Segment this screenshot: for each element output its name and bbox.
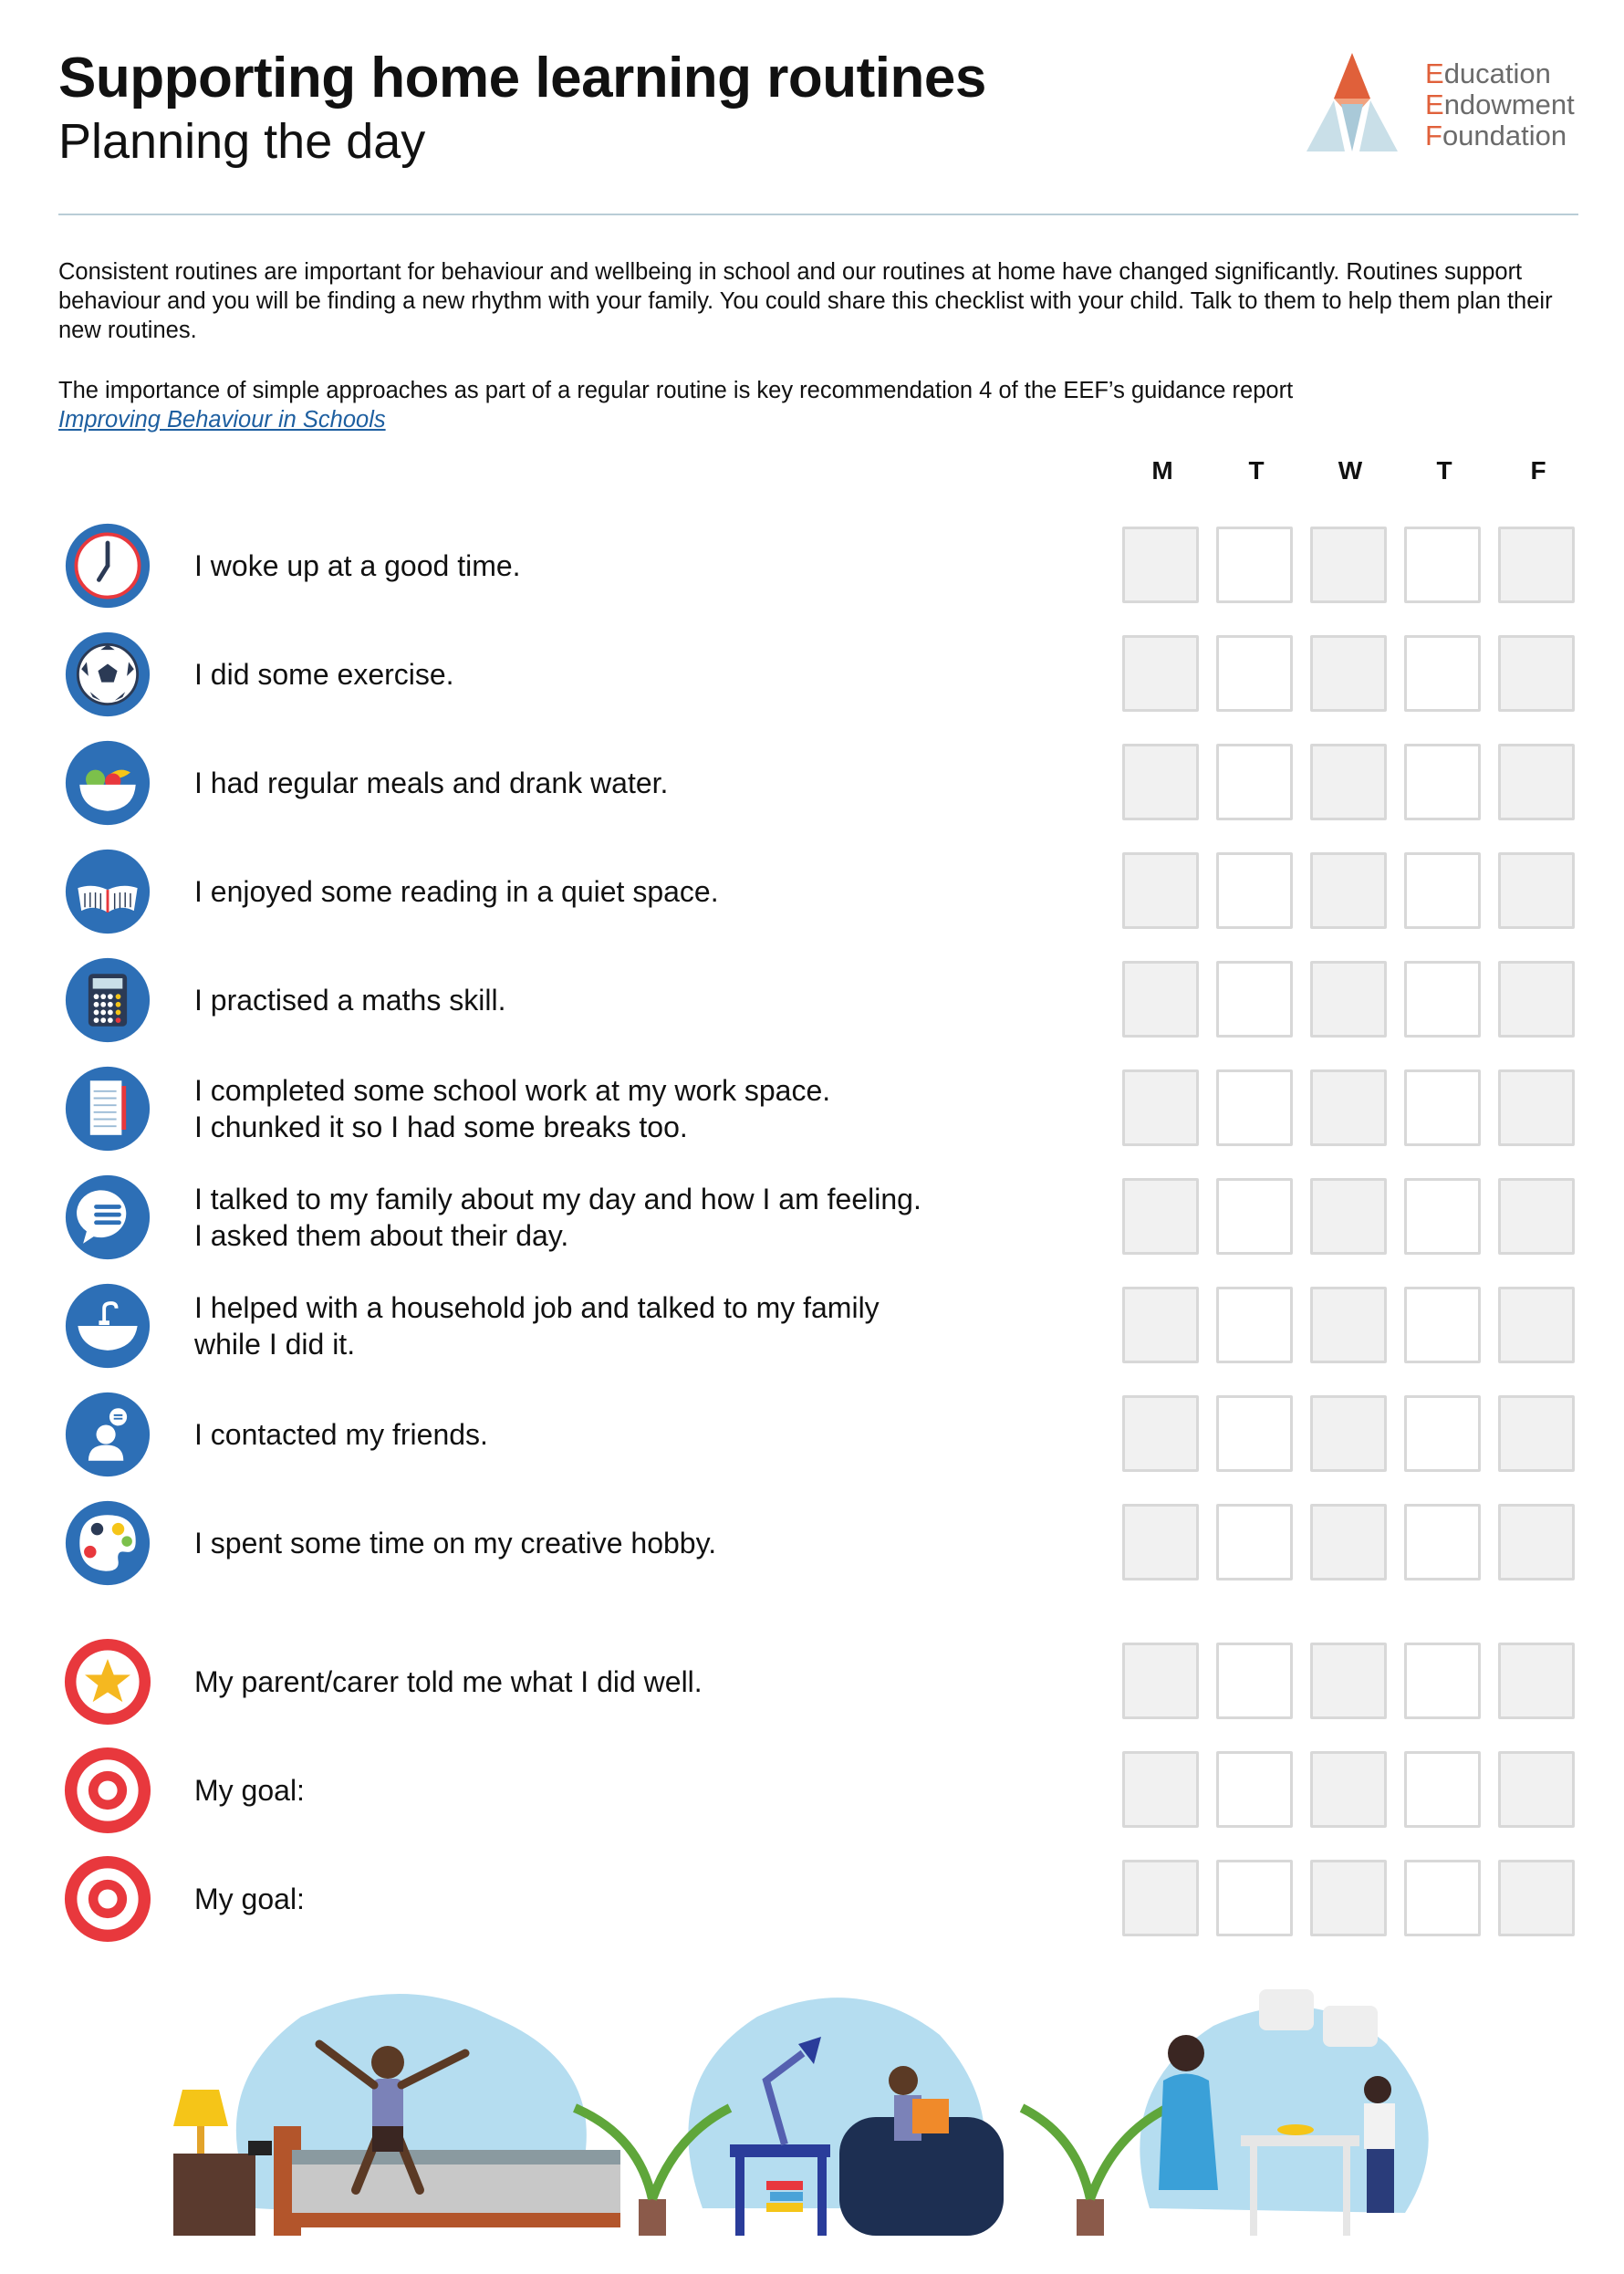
routine-row-maths <box>0 959 1624 1041</box>
routine-row-school-work <box>0 1068 1624 1150</box>
checkbox-tuesday[interactable] <box>1216 961 1293 1038</box>
checkbox-tuesday[interactable] <box>1216 635 1293 712</box>
checkbox-friday[interactable] <box>1498 852 1575 929</box>
day-header-wednesday: W <box>1338 456 1363 485</box>
day-header-tuesday: T <box>1248 456 1265 485</box>
checkbox-tuesday[interactable] <box>1216 1395 1293 1472</box>
checkbox-tuesday[interactable] <box>1216 852 1293 929</box>
checkbox-monday[interactable] <box>1122 961 1199 1038</box>
speech-bubble-icon <box>64 1174 151 1261</box>
page-title: Supporting home learning routines <box>58 47 986 110</box>
checkbox-thursday[interactable] <box>1404 1395 1481 1472</box>
checkbox-friday[interactable] <box>1498 744 1575 820</box>
target-icon <box>64 1855 151 1943</box>
eef-logo-text: Education Endowment Foundation <box>1425 57 1575 151</box>
goal-row-1 <box>0 1749 1624 1831</box>
checkbox-monday[interactable] <box>1122 1643 1199 1719</box>
checkbox-tuesday[interactable] <box>1216 527 1293 603</box>
checkbox-thursday[interactable] <box>1404 1178 1481 1255</box>
paint-palette-icon <box>64 1499 151 1587</box>
notepad-icon <box>64 1065 151 1153</box>
checkbox-thursday[interactable] <box>1404 1504 1481 1580</box>
day-header-thursday: T <box>1436 456 1452 485</box>
checkbox-monday[interactable] <box>1122 1178 1199 1255</box>
checkbox-wednesday[interactable] <box>1310 1860 1387 1936</box>
checkbox-monday[interactable] <box>1122 1069 1199 1146</box>
routine-label: I helped with a household job and talked to my family while I did it. <box>194 1291 880 1361</box>
checkbox-wednesday[interactable] <box>1310 1287 1387 1363</box>
checkbox-thursday[interactable] <box>1404 1069 1481 1146</box>
checkbox-wednesday[interactable] <box>1310 1069 1387 1146</box>
checkbox-friday[interactable] <box>1498 961 1575 1038</box>
day-header-monday: M <box>1151 456 1173 485</box>
routine-label: My parent/carer told me what I did well. <box>194 1665 703 1698</box>
routine-label: I spent some time on my creative hobby. <box>194 1527 717 1559</box>
checkbox-friday[interactable] <box>1498 527 1575 603</box>
goal-label: My goal: <box>194 1774 305 1807</box>
day-header-friday: F <box>1530 456 1546 485</box>
checkbox-friday[interactable] <box>1498 635 1575 712</box>
checkbox-monday[interactable] <box>1122 1751 1199 1828</box>
checkbox-tuesday[interactable] <box>1216 1287 1293 1363</box>
checkbox-thursday[interactable] <box>1404 527 1481 603</box>
goal-row-2 <box>0 1858 1624 1940</box>
daily-routine-illustration <box>164 1980 1478 2236</box>
checkbox-tuesday[interactable] <box>1216 1178 1293 1255</box>
checkbox-tuesday[interactable] <box>1216 1504 1293 1580</box>
checkbox-friday[interactable] <box>1498 1751 1575 1828</box>
checkbox-wednesday[interactable] <box>1310 1751 1387 1828</box>
checkbox-thursday[interactable] <box>1404 1643 1481 1719</box>
routine-row-creative-hobby <box>0 1502 1624 1584</box>
routine-row-praise <box>0 1641 1624 1723</box>
goal-label: My goal: <box>194 1883 305 1915</box>
checkbox-wednesday[interactable] <box>1310 1395 1387 1472</box>
checkbox-monday[interactable] <box>1122 1287 1199 1363</box>
routine-row-wake-up <box>0 525 1624 607</box>
checkbox-friday[interactable] <box>1498 1395 1575 1472</box>
checkbox-friday[interactable] <box>1498 1504 1575 1580</box>
checkbox-monday[interactable] <box>1122 635 1199 712</box>
routine-row-exercise <box>0 633 1624 715</box>
football-icon <box>64 631 151 718</box>
friend-contact-icon <box>64 1391 151 1478</box>
guidance-paragraph: The importance of simple approaches as part of a regular routine is key recommendation 4 of the EEF’s guidance report Improving Behaviour in Schools <box>58 378 1294 433</box>
routine-label: I did some exercise. <box>194 658 454 691</box>
checkbox-thursday[interactable] <box>1404 961 1481 1038</box>
star-icon <box>64 1638 151 1726</box>
checkbox-wednesday[interactable] <box>1310 635 1387 712</box>
routine-label: I enjoyed some reading in a quiet space. <box>194 875 719 908</box>
routine-row-reading <box>0 850 1624 933</box>
book-icon <box>64 848 151 935</box>
routine-label: I woke up at a good time. <box>194 549 521 582</box>
routine-label: I practised a maths skill. <box>194 984 506 1017</box>
routine-label: I talked to my family about my day and how I am feeling. I asked them about their day. <box>194 1183 921 1252</box>
checkbox-thursday[interactable] <box>1404 635 1481 712</box>
fruit-bowl-icon <box>64 739 151 827</box>
intro-paragraph: Consistent routines are important for behaviour and wellbeing in school and our routines at home have changed significantly. Routines support behaviour and you will be finding a new rhythm with your family. You could share this checklist with your child. Talk to them to help them plan their new routines. <box>58 259 1553 343</box>
checkbox-tuesday[interactable] <box>1216 1860 1293 1936</box>
checkbox-friday[interactable] <box>1498 1287 1575 1363</box>
header-divider <box>58 214 1578 215</box>
checkbox-tuesday[interactable] <box>1216 744 1293 820</box>
checkbox-wednesday[interactable] <box>1310 744 1387 820</box>
checkbox-wednesday[interactable] <box>1310 527 1387 603</box>
routine-row-contact-friends <box>0 1393 1624 1476</box>
checkbox-monday[interactable] <box>1122 1504 1199 1580</box>
checkbox-friday[interactable] <box>1498 1860 1575 1936</box>
checkbox-wednesday[interactable] <box>1310 1178 1387 1255</box>
checkbox-thursday[interactable] <box>1404 744 1481 820</box>
checkbox-friday[interactable] <box>1498 1069 1575 1146</box>
sink-icon <box>64 1282 151 1370</box>
calculator-icon <box>64 956 151 1044</box>
checkbox-thursday[interactable] <box>1404 1860 1481 1936</box>
checkbox-monday[interactable] <box>1122 527 1199 603</box>
checkbox-wednesday[interactable] <box>1310 961 1387 1038</box>
clock-icon <box>64 522 151 610</box>
guidance-report-link[interactable]: Improving Behaviour in Schools <box>58 407 386 433</box>
page-subtitle: Planning the day <box>58 114 426 169</box>
checkbox-monday[interactable] <box>1122 744 1199 820</box>
routine-label: I contacted my friends. <box>194 1418 488 1451</box>
checkbox-monday[interactable] <box>1122 1395 1199 1472</box>
routine-row-household-job <box>0 1285 1624 1367</box>
checkbox-thursday[interactable] <box>1404 1287 1481 1363</box>
checkbox-friday[interactable] <box>1498 1178 1575 1255</box>
checkbox-tuesday[interactable] <box>1216 1751 1293 1828</box>
checkbox-thursday[interactable] <box>1404 1751 1481 1828</box>
checkbox-wednesday[interactable] <box>1310 1504 1387 1580</box>
checkbox-wednesday[interactable] <box>1310 1643 1387 1719</box>
checkbox-thursday[interactable] <box>1404 852 1481 929</box>
checkbox-tuesday[interactable] <box>1216 1069 1293 1146</box>
routine-label: I had regular meals and drank water. <box>194 767 669 799</box>
target-icon <box>64 1747 151 1834</box>
checkbox-wednesday[interactable] <box>1310 852 1387 929</box>
checkbox-monday[interactable] <box>1122 1860 1199 1936</box>
routine-row-talk-family <box>0 1176 1624 1258</box>
checkbox-monday[interactable] <box>1122 852 1199 929</box>
routine-row-meals <box>0 742 1624 824</box>
checkbox-friday[interactable] <box>1498 1643 1575 1719</box>
routine-label: I completed some school work at my work space. I chunked it so I had some breaks too. <box>194 1074 831 1143</box>
checkbox-tuesday[interactable] <box>1216 1643 1293 1719</box>
